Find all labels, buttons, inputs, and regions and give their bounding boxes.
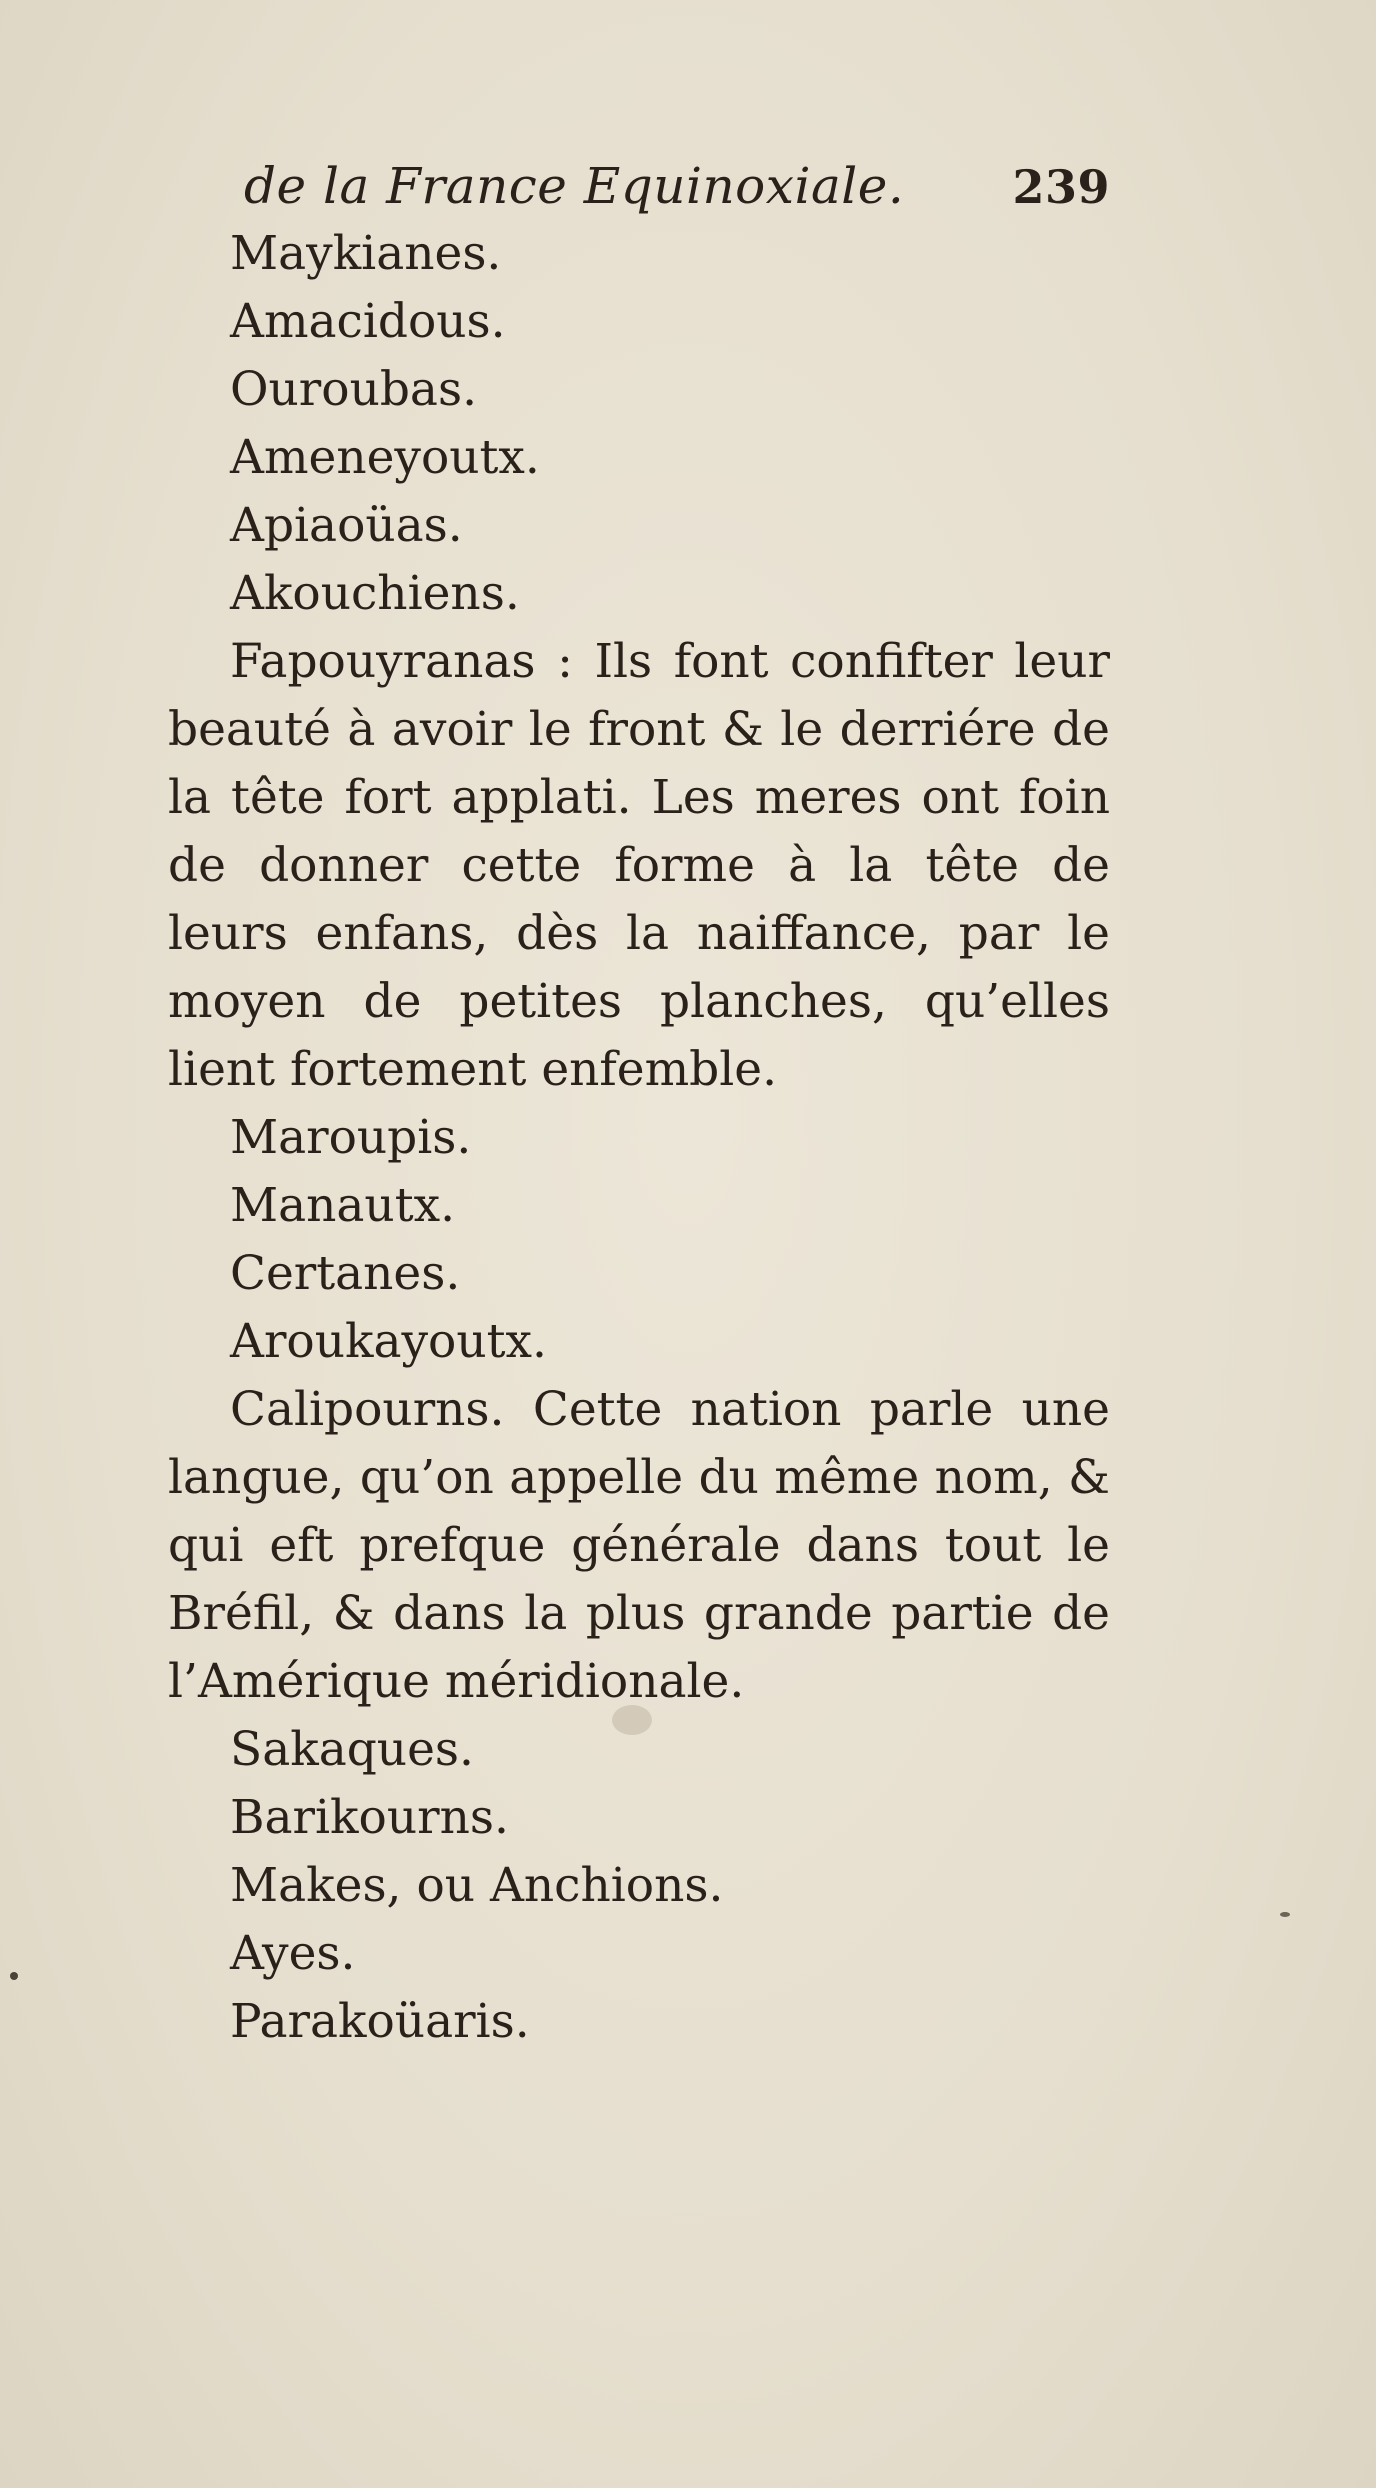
paper-speck bbox=[10, 1972, 18, 1980]
running-title: de la France Equinoxiale. bbox=[244, 157, 905, 215]
list-item: Parakoüaris. bbox=[230, 1994, 530, 2049]
list-item: Maroupis. bbox=[230, 1110, 472, 1165]
paper-speck bbox=[1280, 1912, 1290, 1917]
list-item: Makes, ou Anchions. bbox=[230, 1858, 724, 1913]
page-text bbox=[168, 152, 1110, 2056]
list-item: Ouroubas. bbox=[230, 362, 478, 417]
paragraph-fapouyranas: Fapouyranas : Ils font confifter leur beauté à avoir le front & le derriére de la tête fort applati. Les meres ont foin de donner cette forme à la tête de leurs enfans, dès la naiffance, par le moyen de petites planches, qu’elles lient fortement enfemble. bbox=[168, 634, 1110, 1097]
paragraph-calipourns: Calipourns. Cette nation parle une langue, qu’on appelle du même nom, & qui eft prefque générale dans tout le Bréfil, & dans la plus grande partie de l’Amérique méridionale. bbox=[168, 1382, 1110, 1709]
list-item: Barikourns. bbox=[230, 1790, 509, 1845]
list-item: Certanes. bbox=[230, 1246, 461, 1301]
list-item: Aroukayoutx. bbox=[230, 1314, 547, 1369]
list-item: Ayes. bbox=[230, 1926, 356, 1981]
running-header bbox=[168, 152, 1110, 220]
list-item: Maykianes. bbox=[230, 226, 502, 281]
list-item: Akouchiens. bbox=[230, 566, 520, 621]
list-item: Ameneyoutx. bbox=[230, 430, 540, 485]
list-item: Apiaoüas. bbox=[230, 498, 463, 553]
list-item: Manautx. bbox=[230, 1178, 456, 1233]
list-item: Sakaques. bbox=[230, 1722, 474, 1777]
list-item: Amacidous. bbox=[230, 294, 506, 349]
page-number: 239 bbox=[1012, 160, 1110, 214]
